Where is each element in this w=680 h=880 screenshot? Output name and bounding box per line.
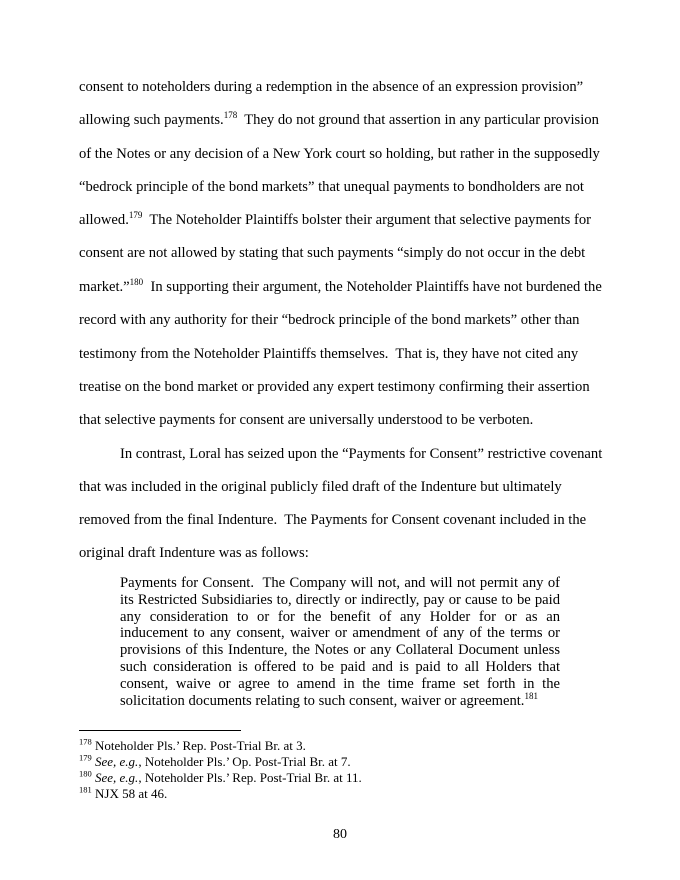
footnote-divider [79,730,241,731]
body-line: “bedrock principle of the bond markets” that unequal payments to bondholders are not [79,179,584,195]
footnote-ref[interactable]: 181 [524,690,538,701]
footnote-ref[interactable]: 178 [223,110,238,121]
footnote: $^{179}$ See, e.g., Noteholder Pls.’ Op. Post-Trial Br. at 7. [79,752,351,769]
body-line: removed from the final Indenture. The Payments for Consent covenant included in the [79,512,587,528]
page-number: 80 [333,827,347,842]
body-line: record with any authority for their “bedrock principle of the bond markets” other than [79,312,580,328]
footnote: $^{180}$ See, e.g., Noteholder Pls.’ Rep. Post-Trial Br. at 11. [79,768,362,785]
footnote: $^{178}$ Noteholder Pls.’ Rep. Post-Trial Br. at 3. [79,736,306,753]
footnote-ref[interactable]: 179 [128,210,143,221]
footnote: $^{181}$ NJX 58 at 46. [79,784,168,801]
body-line: original draft Indenture was as follows: [79,545,309,561]
block-quote: Payments for Consent. The Company will not, and will not permit any of its Restricted Subsidiaries to, directly or indirectly, pay or cause to be paid any consideration to or for the benefit of any Holder for or as an inducement to any consent, waiver or amendment of any of the terms or provisions of this Indenture, the Notes or any Collateral Document unless such consideration is offered to be paid and is paid to all Holders that consent, waive or agree to amend in the time frame set forth in the solicitation documents relating to such consent, waiver or agreement.$^{181}$ [120,575,564,709]
body-line: treatise on the bond market or provided any expert testimony confirming their assertion [79,379,590,395]
body-line: allowing such payments.$^{178}$ They do not ground that assertion in any particular provision [79,110,599,128]
body-line: consent to noteholders during a redemption in the absence of an expression provision” [79,79,584,95]
body-line: market.”$^{180}$ In supporting their argument, the Noteholder Plaintiffs have not burdened the [79,277,602,295]
body-line: consent are not allowed by stating that such payments “simply do not occur in the debt [79,245,586,261]
footnote-ref[interactable]: 180 [129,277,144,288]
body-line: allowed.$^{179}$ The Noteholder Plaintiffs bolster their argument that selective payments for [79,210,592,228]
body-line: that was included in the original publicly filed draft of the Indenture but ultimately [79,479,562,495]
body-line: testimony from the Noteholder Plaintiffs themselves. That is, they have not cited any [79,346,579,362]
body-line: that selective payments for consent are universally understood to be verboten. [79,412,534,428]
body-line: In contrast, Loral has seized upon the “Payments for Consent” restrictive covenant [120,446,603,462]
body-line: of the Notes or any decision of a New York court so holding, but rather in the supposedly [79,146,600,162]
